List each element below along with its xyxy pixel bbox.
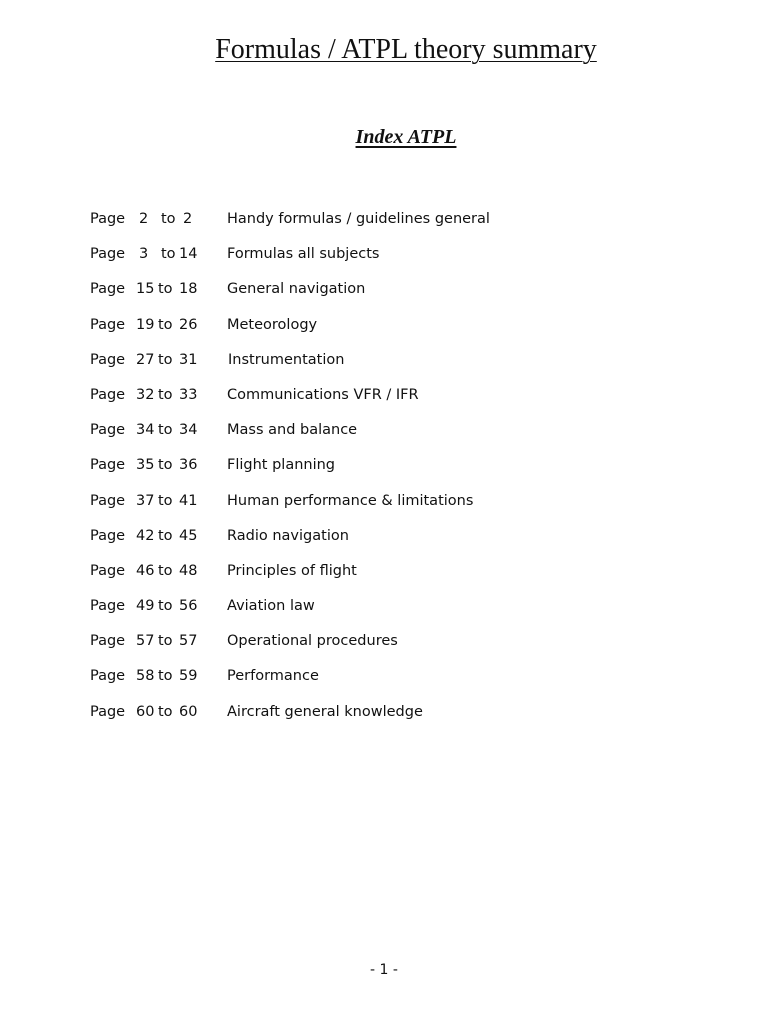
toc-page-from: 58 [136, 668, 155, 685]
toc-row [90, 628, 710, 663]
toc-page-from: 2 [139, 211, 149, 227]
toc-page-word: Page [90, 316, 126, 333]
toc-row [90, 206, 710, 241]
toc-subject: Principles of flight [227, 562, 357, 579]
toc-page-end: 41 [179, 492, 198, 509]
toc-row [90, 276, 710, 311]
toc-page-from: 15 [136, 281, 155, 298]
toc-page-end: 18 [179, 281, 198, 298]
toc-page-word: Page [90, 527, 126, 544]
toc-to-word: to [158, 492, 173, 509]
toc-subject: General navigation [227, 281, 366, 298]
toc-row [90, 382, 710, 417]
toc-page-from: 19 [136, 316, 155, 333]
toc-row [90, 558, 710, 593]
toc-page-end: 36 [179, 457, 198, 474]
toc-row [90, 663, 710, 698]
toc-page-from: 42 [136, 527, 155, 544]
toc-to-word: to [161, 246, 176, 263]
toc-to-word: to [161, 211, 176, 227]
toc-page-end: 45 [179, 527, 198, 544]
toc-page-word: Page [90, 211, 126, 227]
toc-row [90, 241, 710, 276]
toc-page-word: Page [90, 422, 126, 439]
toc-row [90, 452, 710, 487]
toc-subject: Aviation law [227, 598, 315, 615]
toc-subject: Handy formulas / guidelines general [227, 211, 490, 227]
toc-page-end: 60 [179, 703, 198, 720]
toc-page-from: 49 [136, 598, 155, 615]
toc-page-end: 56 [179, 598, 198, 615]
toc-page-word: Page [90, 598, 126, 615]
toc-page-word: Page [90, 351, 126, 368]
toc-page-word: Page [90, 668, 126, 685]
toc-page-word: Page [90, 633, 126, 650]
index-heading: Index ATPL [355, 126, 457, 148]
toc-page-word: Page [90, 703, 126, 720]
toc-page-end: 59 [179, 668, 198, 685]
toc-page-from: 3 [139, 246, 149, 263]
toc-subject: Mass and balance [227, 422, 358, 439]
toc-page-end: 33 [179, 386, 198, 403]
toc-page-from: 46 [136, 562, 155, 579]
toc-subject: Communications VFR / IFR [227, 386, 419, 403]
toc-page-from: 32 [136, 386, 155, 403]
toc-subject: Performance [227, 668, 319, 685]
toc-to-word: to [158, 633, 173, 650]
toc-to-word: to [158, 281, 173, 298]
toc-page-from: 35 [136, 457, 155, 474]
toc-row [90, 417, 710, 452]
toc-to-word: to [158, 422, 173, 439]
toc-to-word: to [158, 386, 173, 403]
toc-to-word: to [158, 527, 173, 544]
toc-subject: Instrumentation [228, 351, 345, 368]
toc-to-word: to [158, 316, 173, 333]
toc-subject: Radio navigation [227, 527, 349, 544]
toc-to-word: to [158, 703, 173, 720]
toc-page-end: 48 [179, 562, 198, 579]
toc-subject: Meteorology [227, 316, 318, 333]
toc-page-from: 27 [136, 351, 155, 368]
toc-page-from: 37 [136, 492, 155, 509]
toc-page-word: Page [90, 386, 126, 403]
toc-page-from: 60 [136, 703, 155, 720]
toc-subject: Operational procedures [227, 633, 398, 650]
toc-page-end: 26 [179, 316, 198, 333]
toc-to-word: to [158, 598, 173, 615]
toc-row [90, 488, 710, 523]
toc-row [90, 312, 710, 347]
toc-subject: Formulas all subjects [227, 246, 380, 263]
toc-to-word: to [158, 668, 173, 685]
toc-subject: Aircraft general knowledge [227, 703, 423, 720]
toc-page-end: 34 [179, 422, 198, 439]
toc-row [90, 593, 710, 628]
toc-page-word: Page [90, 492, 126, 509]
document-title: Formulas / ATPL theory summary [215, 34, 597, 65]
toc-page-word: Page [90, 246, 126, 263]
toc-page-from: 57 [136, 633, 155, 650]
toc-row [90, 523, 710, 558]
toc-page-word: Page [90, 281, 126, 298]
toc-page-end: 2 [183, 211, 193, 227]
toc-subject: Flight planning [227, 457, 336, 474]
toc-subject: Human performance & limitations [227, 492, 474, 509]
toc-page-end: 14 [179, 246, 198, 263]
table-of-contents [90, 206, 710, 734]
toc-page-end: 57 [179, 633, 198, 650]
toc-to-word: to [158, 457, 173, 474]
toc-row [90, 347, 710, 382]
toc-page-end: 31 [179, 351, 198, 368]
toc-page-word: Page [90, 562, 126, 579]
toc-to-word: to [158, 562, 173, 579]
toc-to-word: to [158, 351, 173, 368]
page-number: - 1 - [370, 962, 398, 978]
toc-page-from: 34 [136, 422, 155, 439]
toc-row [90, 699, 710, 734]
toc-page-word: Page [90, 457, 126, 474]
